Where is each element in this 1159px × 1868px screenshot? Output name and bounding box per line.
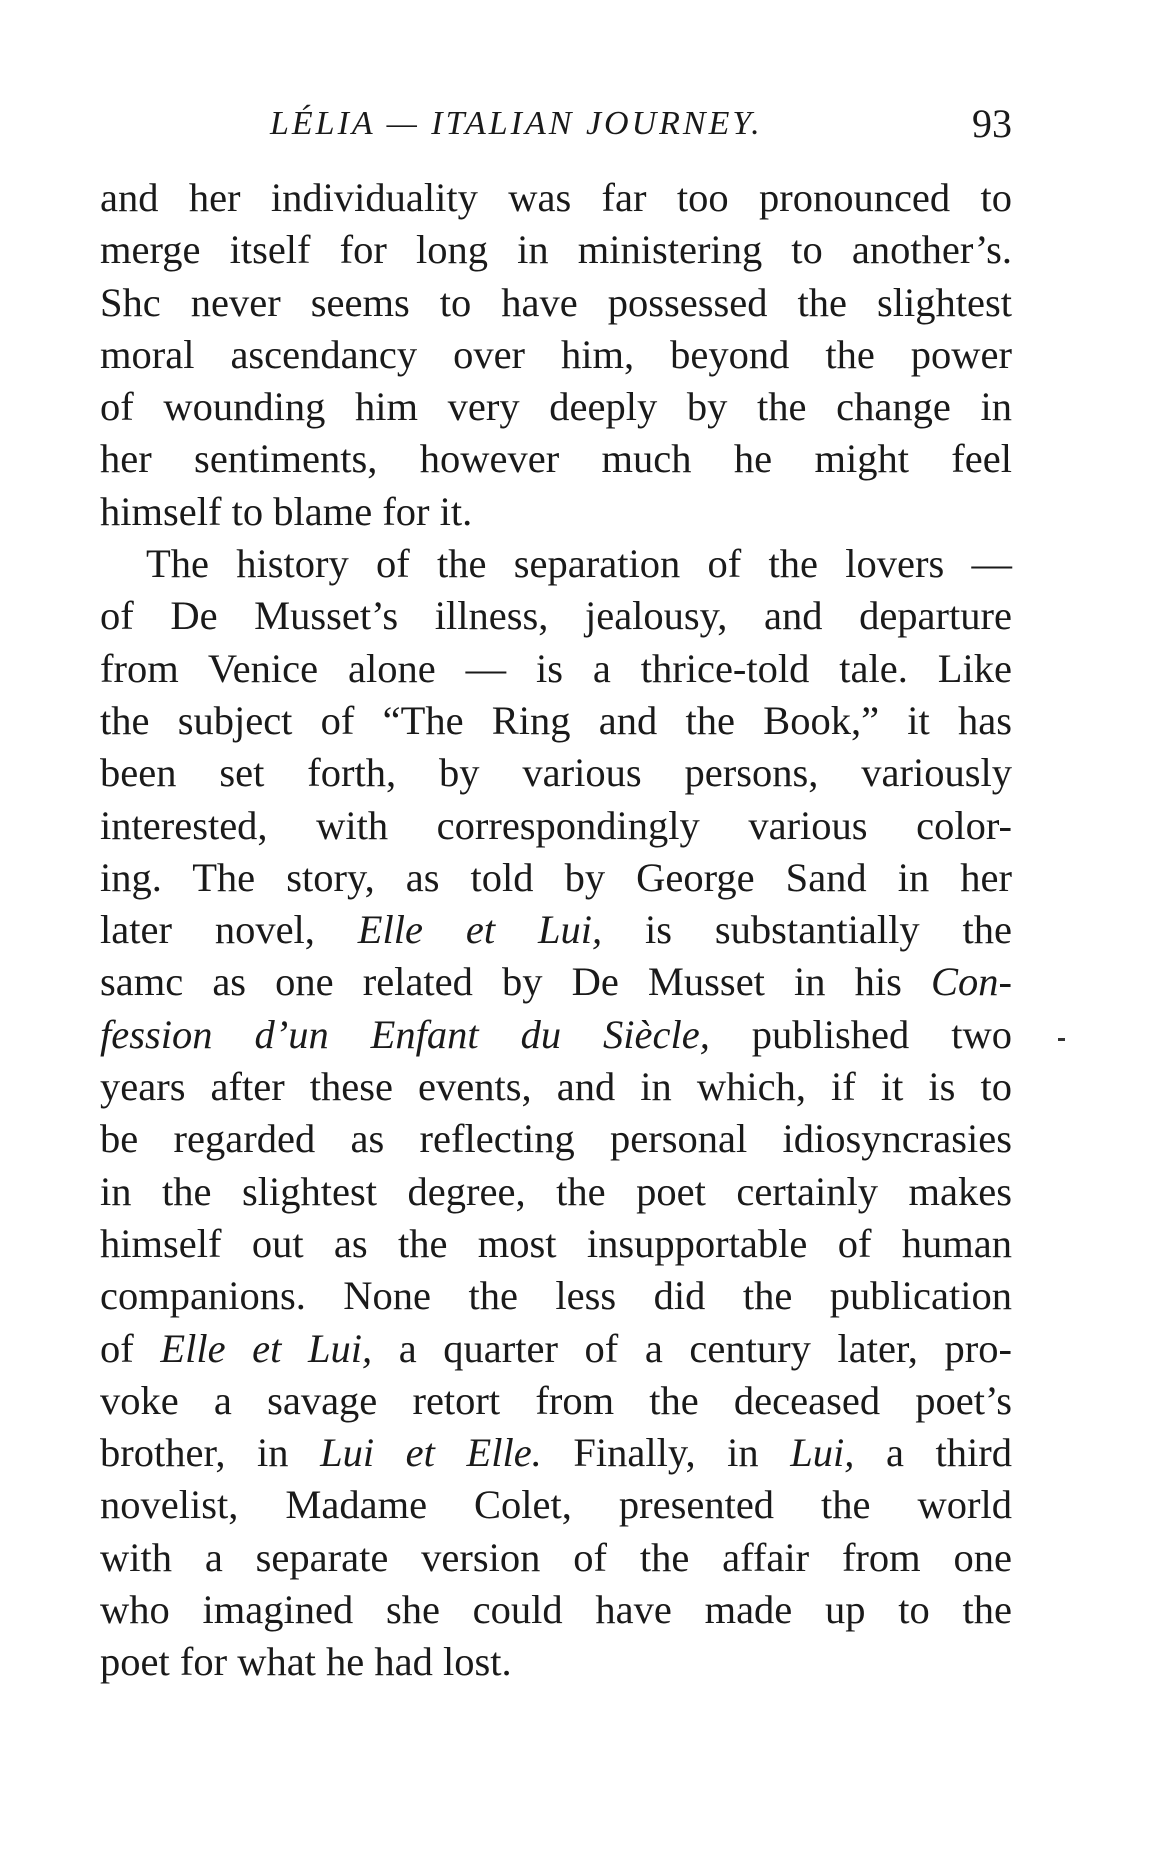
text-run: is substantially the (602, 907, 1013, 953)
italic-title: Elle et Lui, (160, 1325, 373, 1371)
text-run: brother, in (100, 1430, 321, 1476)
text-line: her sentiments, however much he might feel (100, 436, 1012, 482)
text-line (100, 956, 1012, 1008)
text-line: himself out as the most insupportable of human (100, 1220, 1012, 1266)
text-line: and her individuality was far too pronounced to (100, 175, 1012, 220)
text-line: of De Musset’s illness, jealousy, and departure (100, 593, 1012, 639)
text-line: interested, with correspondingly various color- (100, 802, 1012, 848)
text-run: later novel, (100, 907, 358, 953)
text-line (100, 1323, 1012, 1375)
italic-title: fession d’un Enfant du Siècle, (100, 1011, 710, 1057)
text-line: been set forth, by various persons, variously (100, 750, 1012, 796)
page-number: 93 (972, 101, 1012, 146)
margin-mark (1058, 1038, 1065, 1041)
italic-title: Lui et Elle. (320, 1430, 542, 1476)
body-text (100, 172, 1012, 1689)
text-line: in the slightest degree, the poet certainly makes (100, 1168, 1012, 1214)
text-line: years after these events, and in which, if it is to (100, 1064, 1012, 1110)
text-line (100, 1427, 1012, 1479)
text-line (100, 1009, 1012, 1061)
italic-title: Lui, (790, 1430, 855, 1476)
text-run: samc as one related by De Musset in his (100, 959, 931, 1005)
text-line: poet for what he had lost. (100, 1639, 512, 1685)
text-line: merge itself for long in ministering to another’s. (100, 227, 1012, 273)
text-line: the subject of “The Ring and the Book,” it has (100, 697, 1012, 743)
text-line: of wounding him very deeply by the change in (100, 384, 1012, 430)
text-line: companions. None the less did the publication (100, 1273, 1012, 1319)
italic-title: Elle et Lui, (357, 907, 603, 953)
text-line: Shc never seems to have possessed the slightest (100, 279, 1012, 325)
text-line: voke a savage retort from the deceased poet’s (100, 1377, 1012, 1423)
text-line: be regarded as reflecting personal idiosyncrasies (100, 1116, 1012, 1162)
text-line: with a separate version of the affair from one (100, 1534, 1012, 1580)
text-run: a quarter of a century later, pro- (372, 1325, 1012, 1371)
text-line: who imagined she could have made up to the (100, 1587, 1012, 1633)
running-title: LÉLIA — ITALIAN JOURNEY. (270, 105, 763, 142)
text-line: moral ascendancy over him, beyond the power (100, 331, 1012, 377)
text-line: novelist, Madame Colet, presented the world (100, 1482, 1012, 1528)
text-line: himself to blame for it. (100, 488, 473, 534)
text-line: ing. The story, as told by George Sand in her (100, 854, 1012, 900)
text-line: from Venice alone — is a thrice-told tale. Like (100, 645, 1012, 691)
text-line: The history of the separation of the lovers — (146, 541, 1012, 587)
text-run: published two (709, 1011, 1012, 1057)
text-run: of (100, 1325, 161, 1371)
running-header (100, 96, 1012, 152)
text-line (100, 904, 1012, 956)
text-run: Finally, in (541, 1430, 791, 1476)
text-run: a third (854, 1430, 1012, 1476)
italic-title: Con- (931, 959, 1012, 1005)
